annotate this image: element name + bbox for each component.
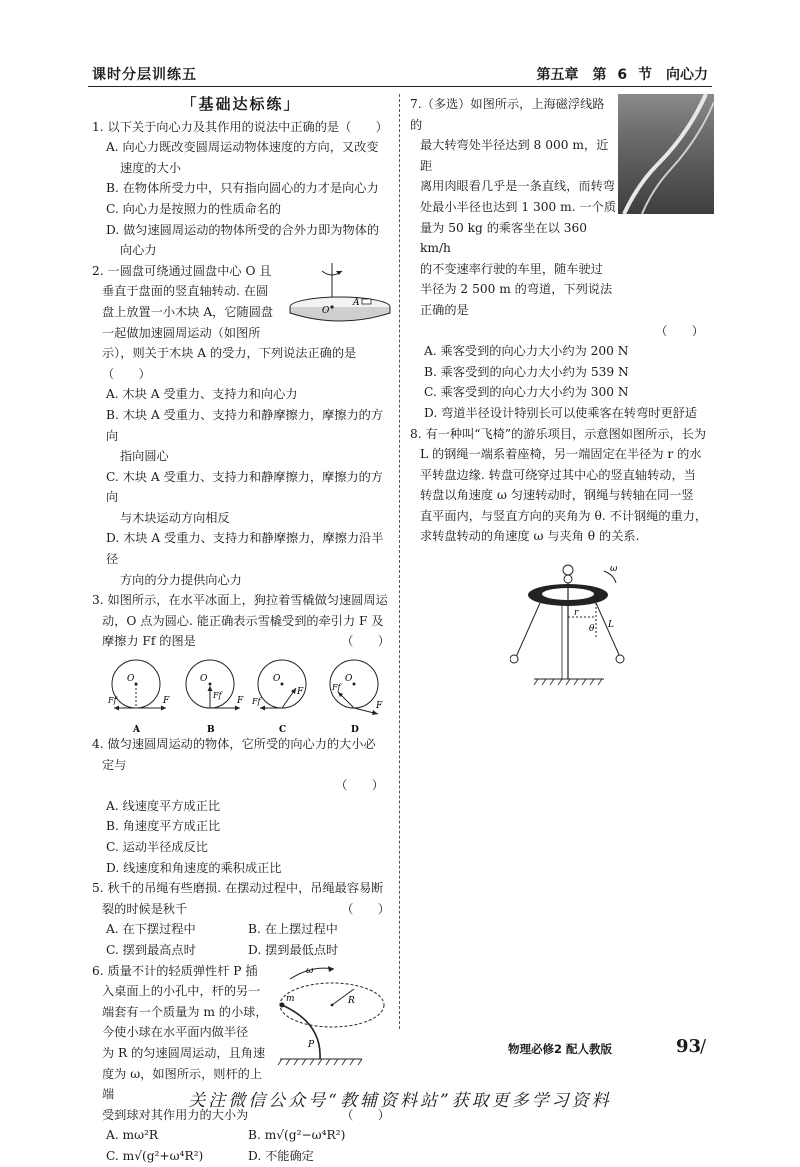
q6-line-7: 受到球对其作用力的大小为 <box>102 1107 249 1122</box>
right-column <box>410 94 710 693</box>
q8-line-4: 转盘以角速度 ω 匀速转动时，钢绳与转轴在同一竖 <box>420 488 694 503</box>
q2-option-b-cont: 指向圆心 <box>120 449 169 464</box>
fig6-radius: R <box>348 995 355 1006</box>
q4-line-1: 4. 做匀速圆周运动的物体，它所受的向心力的大小必 <box>92 737 376 752</box>
q5-options-row-2 <box>92 940 390 961</box>
q1-option-a: A. 向心力既改变圆周运动物体速度的方向，又改变 <box>106 140 379 155</box>
flying-chair-figure <box>510 563 650 693</box>
q7-line-8: 正确的是 <box>420 302 469 317</box>
question-1 <box>92 117 390 261</box>
q2-option-c-cont: 与木块运动方向相反 <box>120 510 230 525</box>
figure-b <box>186 660 244 734</box>
q7-line-7: 半径为 2 500 m 的弯道，下列说法 <box>420 282 613 297</box>
page-number-slash: / <box>700 1036 707 1057</box>
q4-option-c: C. 运动半径成反比 <box>106 840 208 854</box>
fig8-omega: ω <box>610 564 618 575</box>
q8-line-1: 8. 有一种叫“飞椅”的游乐项目，示意图如图所示，长为 <box>410 426 707 441</box>
fig-c-ff: Ff <box>252 697 261 707</box>
q8-line-6: 求转盘转动的角速度 ω 与夹角 θ 的关系. <box>420 529 640 544</box>
elastic-rod-figure <box>272 961 390 1073</box>
disk-center-label: O <box>322 305 330 316</box>
q6-option-a: A. mω²R <box>106 1128 159 1143</box>
fig6-mass: m <box>286 993 295 1004</box>
q6-bracket: （ ） <box>341 1107 390 1122</box>
q1-option-c: C. 向心力是按照力的性质命名的 <box>106 201 282 216</box>
running-header-right: 第五章 第 6 节 向心力 <box>536 67 708 83</box>
q5-option-c: C. 摆到最高点时 <box>106 942 196 957</box>
q5-option-a: A. 在下摆过程中 <box>106 922 196 937</box>
q2-option-d-cont: 方向的分力提供向心力 <box>120 572 242 587</box>
q1-option-d: D. 做匀速圆周运动的物体所受的合外力即为物体的 <box>106 222 380 237</box>
q8-line-2: L 的钢绳一端系着座椅，另一端固定在半径为 r 的水 <box>420 447 702 462</box>
fig8-length: L <box>608 620 614 631</box>
q2-line-4: 一起做加速圆周运动（如图所 <box>102 325 261 340</box>
question-2 <box>92 261 390 591</box>
q6-option-d: D. 不能确定 <box>248 1148 314 1163</box>
q2-option-a: A. 木块 A 受重力、支持力和向心力 <box>106 387 298 402</box>
fig-a-center: O <box>127 674 135 685</box>
page-number: 93 <box>676 1036 702 1057</box>
q2-option-c: C. 木块 A 受重力、支持力和静摩擦力，摩擦力的方向 <box>106 469 383 505</box>
figure-c <box>251 660 306 734</box>
q6-options-row-2 <box>92 1146 390 1167</box>
q5-bracket: （ ） <box>341 901 390 916</box>
q6-line-6: 度为 ω，如图所示，则杆的上端 <box>102 1066 263 1102</box>
q3-line-3-row <box>92 631 390 652</box>
q2-option-d: D. 木块 A 受重力、支持力和静摩擦力，摩擦力沿半径 <box>106 531 384 567</box>
figure-d <box>330 660 383 734</box>
q3-line-3: 摩擦力 Ff 的图是 <box>102 634 196 649</box>
q6-option-b: B. m√(g²−ω⁴R²) <box>248 1128 346 1143</box>
q4-option-d: D. 线速度和角速度的乘积成正比 <box>106 860 282 875</box>
q2-line-3: 盘上放置一小木块 A，它随圆盘 <box>102 304 274 319</box>
q7-line-2: 最大转弯处半径达到 8 000 m，近距 <box>420 138 609 173</box>
q1-option-b: B. 在物体所受力中，只有指向圆心的力才是向心力 <box>106 181 379 196</box>
q6-line-4: 今使小球在水平面内做半径 <box>102 1025 249 1040</box>
q4-line-2: 定与 <box>102 757 127 772</box>
fig-c-f: F <box>297 687 304 698</box>
q8-line-5: 直平面内，与竖直方向的夹角为 θ. 不计钢绳的重力， <box>420 508 708 523</box>
q5-line-1: 5. 秋千的吊绳有些磨损. 在摆动过程中，吊绳最容易断 <box>92 881 384 896</box>
q2-option-b: B. 木块 A 受重力、支持力和静摩擦力，摩擦力的方向 <box>106 407 384 443</box>
fig-a-label: A <box>133 725 140 735</box>
question-7 <box>410 94 710 424</box>
q1-option-a-cont: 速度的大小 <box>120 160 181 175</box>
q7-line-3: 离用肉眼看几乎是一条直线，而转弯 <box>420 179 615 194</box>
rotating-disk-figure <box>288 263 392 329</box>
q7-line-4: 处最小半径也达到 1 300 m. 一个质 <box>420 199 617 214</box>
q4-option-a: A. 线速度平方成正比 <box>106 798 221 813</box>
q6-line-5: 为 R 的匀速圆周运动，且角速 <box>102 1045 266 1060</box>
q7-option-b: B. 乘客受到的向心力大小约为 539 N <box>424 364 629 379</box>
q6-line-3: 端套有一个质量为 m 的小球， <box>102 1004 268 1019</box>
column-divider <box>399 94 400 1029</box>
q5-line-2-row <box>92 899 390 920</box>
q6-line-1: 6. 质量不计的轻质弹性杆 P 插 <box>92 963 258 978</box>
q4-option-b: B. 角速度平方成正比 <box>106 819 221 834</box>
q5-option-d: D. 摆到最低点时 <box>248 942 339 957</box>
q3-line-2: 动，O 点为圆心. 能正确表示雪橇受到的牵引力 F 及 <box>102 613 384 628</box>
running-header-left: 课时分层训练五 <box>92 67 197 83</box>
q6-option-c: C. m√(g²+ω⁴R²) <box>106 1148 204 1163</box>
fig-b-ff: Ff <box>213 691 222 701</box>
fig-d-f: F <box>376 701 383 712</box>
q7-line-5: 量为 50 kg 的乘客坐在以 360 km/h <box>420 220 587 256</box>
book-series-tag: 物理必修2 配人教版 <box>508 1042 613 1056</box>
q5-line-2: 裂的时候是秋千 <box>102 901 188 916</box>
q7-line-1: 7.（多选）如图所示，上海磁浮线路的 <box>410 97 605 132</box>
bottom-handwritten-note: 关注微信公众号“教辅资料站”获取更多学习资料 <box>188 1091 612 1111</box>
q6-options-row-1 <box>92 1125 390 1146</box>
question-3 <box>92 590 390 734</box>
q2-line-5: 示），则关于木块 A 的受力，下列说法正确的是（ ） <box>102 346 357 381</box>
fig-b-label: B <box>207 725 215 735</box>
q7-option-d: D. 弯道半径设计特别长可以使乘客在转弯时更舒适 <box>424 405 698 420</box>
question-5 <box>92 878 390 960</box>
q3-bracket: （ ） <box>341 634 390 649</box>
left-column <box>92 94 390 1167</box>
question-6 <box>92 961 390 1167</box>
fig8-theta: θ <box>589 624 595 635</box>
fig-c-label: C <box>279 725 287 735</box>
q7-line-6: 的不变速率行驶的车里，随车驶过 <box>420 261 603 276</box>
fig-d-ff: Ff <box>332 683 341 693</box>
q6-line-2: 入桌面上的小孔中，杆的另一 <box>102 984 261 999</box>
q5-option-b: B. 在上摆过程中 <box>248 922 338 937</box>
fig6-rod: P <box>308 1039 315 1050</box>
fig-a-ff: Ff <box>108 696 117 706</box>
fig-b-center: O <box>200 674 208 685</box>
fig-d-center: O <box>345 674 353 685</box>
fig-c-center: O <box>273 674 281 685</box>
fig8-radius: r <box>574 608 579 619</box>
q1-stem: 1. 以下关于向心力及其作用的说法中正确的是（ ） <box>92 119 388 134</box>
q7-option-c: C. 乘客受到的向心力大小约为 300 N <box>424 385 629 400</box>
fig-d-label: D <box>351 725 359 735</box>
q2-line-2: 垂直于盘面的竖直轴转动. 在圆 <box>102 284 269 299</box>
header-rule <box>88 86 712 87</box>
block-label: A <box>353 297 360 308</box>
q7-bracket: （ ） <box>655 323 704 338</box>
q2-line-1: 2. 一圆盘可绕通过圆盘中心 O 且 <box>92 263 272 278</box>
q8-line-3: 平转盘边缘. 转盘可绕穿过其中心的竖直轴转动，当 <box>420 467 696 482</box>
fig6-omega: ω <box>306 965 314 976</box>
q4-bracket: （ ） <box>335 778 384 793</box>
question-8 <box>410 424 710 548</box>
q1-option-d-cont: 向心力 <box>120 243 157 258</box>
section-title: 「基础达标练」 <box>181 95 301 113</box>
fig-b-f: F <box>237 696 244 707</box>
q5-options-row-1 <box>92 919 390 940</box>
figure-a <box>107 660 170 734</box>
sled-force-figures <box>92 654 390 734</box>
q7-option-a: A. 乘客受到的向心力大小约为 200 N <box>424 344 629 359</box>
q3-line-1: 3. 如图所示，在水平冰面上，狗拉着雪橇做匀速圆周运 <box>92 593 388 608</box>
question-4 <box>92 734 390 878</box>
fig-a-f: F <box>163 696 170 707</box>
